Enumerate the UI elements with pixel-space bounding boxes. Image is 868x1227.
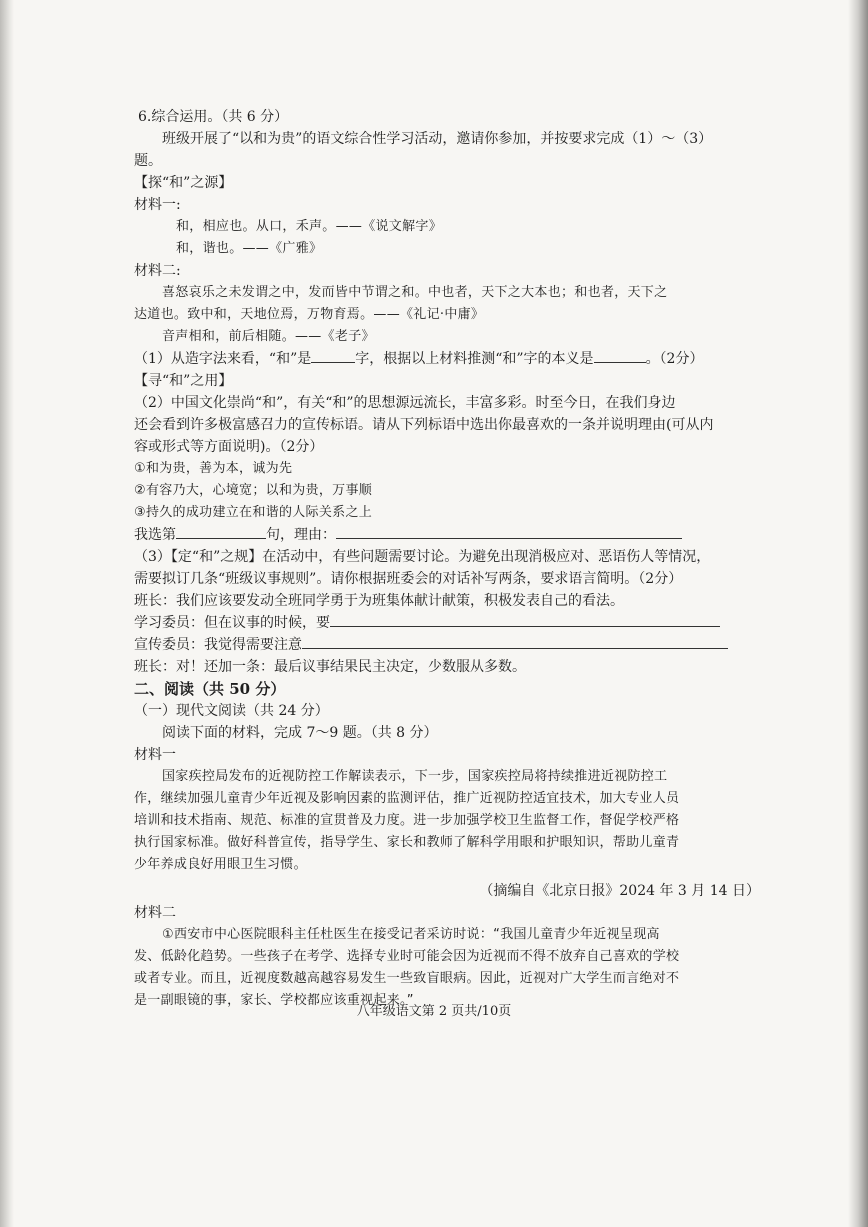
page-content bbox=[134, 106, 774, 1012]
reading-material-2-line-1: ①西安市中心医院眼科主任杜医生在接受记者采访时说：“我国儿童青少年近视呈现高 bbox=[162, 927, 660, 942]
material-1-line-1: 和，相应也。从口，禾声。——《说文解字》 bbox=[176, 219, 443, 234]
dialogue-line-study-committee bbox=[134, 612, 774, 634]
reading-material-1-label: 材料一 bbox=[134, 747, 176, 763]
section-heading-origin: 【探“和”之源】 bbox=[134, 175, 233, 191]
reading-material-2-line-4: 是一副眼镜的事，家长、学校都应该重视起来。” bbox=[134, 993, 414, 1008]
q6-intro-line-2: 题。 bbox=[134, 153, 162, 169]
scan-shadow-right bbox=[848, 0, 868, 1227]
reading-material-2-label: 材料二 bbox=[134, 905, 176, 921]
slogan-option-2: ②有容乃大，心境宽；以和为贵，万事顺 bbox=[134, 483, 373, 498]
dialogue-line-monitor-1: 班长：我们应该要发动全班同学勇于为班集体献计献策，积极发表自己的看法。 bbox=[134, 593, 624, 609]
reading-material-1-source: （摘编自《北京日报》2024 年 3 月 14 日） bbox=[479, 883, 760, 899]
reading-instruction: 阅读下面的材料，完成 7～9 题。（共 8 分） bbox=[162, 725, 438, 741]
slogan-option-3: ③持久的成功建立在和谐的人际关系之上 bbox=[134, 505, 373, 520]
material-2-line-3: 音声相和，前后相随。——《老子》 bbox=[162, 329, 375, 344]
question-6-title: 6.综合运用。（共 6 分） bbox=[138, 109, 289, 125]
sub-question-3-line-1: （3）【定“和”之规】在活动中，有些问题需要讨论。为避免出现消极应对、恶语伤人等情况， bbox=[134, 549, 711, 565]
dialogue-line-publicity-committee bbox=[134, 634, 774, 656]
sub-question-1-text-a: （1）从造字法来看，“和”是 bbox=[134, 351, 312, 367]
scan-shadow-left bbox=[0, 0, 14, 1227]
slogan-option-1: ①和为贵，善为本，诚为先 bbox=[134, 461, 293, 476]
study-committee-text: 学习委员：但在议事的时候，要 bbox=[134, 615, 330, 631]
publicity-committee-text: 宣传委员：我觉得需要注意 bbox=[134, 637, 302, 653]
answer-blank-reason[interactable] bbox=[336, 524, 682, 539]
answer-blank-character-type[interactable] bbox=[311, 348, 355, 363]
sub-question-2-line-3: 容或形式等方面说明)。（2分） bbox=[134, 439, 324, 455]
answer-blank-choice-number[interactable] bbox=[176, 524, 266, 539]
dialogue-line-monitor-2: 班长：对！还加一条：最后议事结果民主决定，少数服从多数。 bbox=[134, 659, 526, 675]
q6-intro-line-1: 班级开展了“以和为贵”的语文综合性学习活动，邀请你参加，并按要求完成（1）～（3） bbox=[162, 131, 713, 147]
sub-question-1-text-b: 字，根据以上材料推测“和”字的本义是 bbox=[355, 351, 594, 367]
choice-text-a: 我选第 bbox=[134, 527, 176, 543]
reading-material-1-line-5: 少年养成良好用眼卫生习惯。 bbox=[134, 857, 307, 872]
section-heading-use: 【寻“和”之用】 bbox=[134, 373, 233, 389]
choice-answer-line bbox=[134, 524, 774, 546]
material-1-line-2: 和，谐也。——《广雅》 bbox=[176, 241, 323, 256]
material-2-label: 材料二: bbox=[134, 263, 181, 279]
reading-material-2-line-3: 或者专业。而且，近视度数越高越容易发生一些致盲眼病。因此，近视对广大学生而言绝对不 bbox=[134, 971, 680, 986]
reading-section-heading: 二、阅读（共 50 分） bbox=[134, 680, 286, 698]
sub-question-1-text-c: 。（2分） bbox=[645, 351, 704, 367]
answer-blank-rule-1[interactable] bbox=[330, 612, 720, 627]
sub-question-1 bbox=[134, 348, 774, 370]
material-1-label: 材料一: bbox=[134, 197, 181, 213]
material-2-line-1: 喜怒哀乐之未发谓之中，发而皆中节谓之和。中也者，天下之大本也；和也者，天下之 bbox=[162, 285, 668, 300]
page-footer: 八年级语文第 2 页共/10页 bbox=[356, 1004, 512, 1019]
reading-material-1-line-1: 国家疾控局发布的近视防控工作解读表示，下一步，国家疾控局将持续推进近视防控工 bbox=[162, 769, 668, 784]
reading-material-2-line-2: 发、低龄化趋势。一些孩子在考学、选择专业时可能会因为近视而不得不放弃自己喜欢的学校 bbox=[134, 949, 680, 964]
choice-text-b: 句，理由： bbox=[266, 527, 336, 543]
material-2-line-2: 达道也。致中和，天地位焉，万物育焉。——《礼记·中庸》 bbox=[134, 307, 485, 322]
answer-blank-original-meaning[interactable] bbox=[594, 348, 646, 363]
sub-question-2-line-1: （2）中国文化崇尚“和”，有关“和”的思想源远流长，丰富多彩。时至今日，在我们身边 bbox=[134, 395, 676, 411]
answer-blank-rule-2[interactable] bbox=[302, 634, 728, 649]
reading-material-1-line-3: 培训和技术指南、规范、标准的宣贯普及力度。进一步加强学校卫生监督工作，督促学校严格 bbox=[134, 813, 680, 828]
sub-question-2-line-2: 还会看到许多极富感召力的宣传标语。请从下列标语中选出你最喜欢的一条并说明理由(可从内 bbox=[134, 417, 714, 433]
reading-material-1-line-4: 执行国家标准。做好科普宣传，指导学生、家长和教师了解科学用眼和护眼知识，帮助儿童青 bbox=[134, 835, 680, 850]
sub-question-3-line-2: 需要拟订几条“班级议事规则”。请你根据班委会的对话补写两条，要求语言简明。（2分） bbox=[134, 571, 683, 587]
modern-reading-heading: （一）现代文阅读（共 24 分） bbox=[134, 703, 329, 719]
reading-material-1-line-2: 作，继续加强儿童青少年近视及影响因素的监测评估，推广近视防控适宜技术，加大专业人员 bbox=[134, 791, 680, 806]
